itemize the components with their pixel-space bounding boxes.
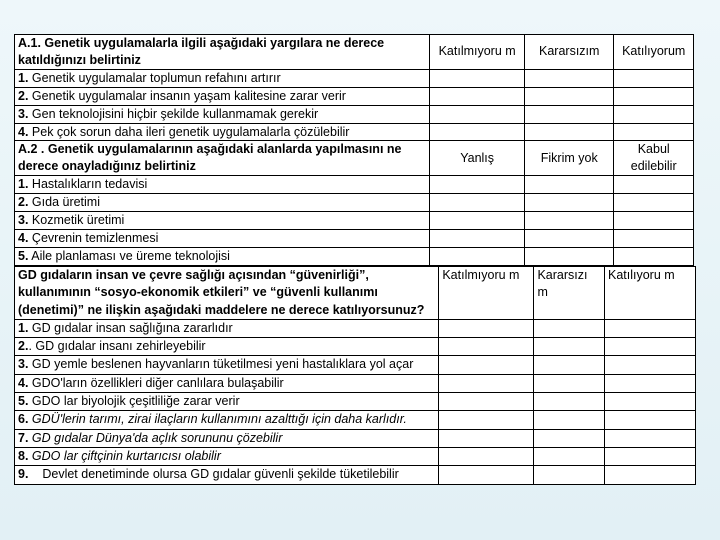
item-num: 2. xyxy=(18,339,29,354)
section1-title: A.1. Genetik uygulamalarla ilgili aşağıdaki yargılara ne derece katıldığınızı belirtiniz xyxy=(18,36,385,67)
item-label: GDO lar biyolojik çeşitliliğe zarar verir xyxy=(31,394,240,409)
answer-cell[interactable] xyxy=(430,229,525,247)
answer-cell[interactable] xyxy=(525,247,614,265)
item-label: GD gıdalar insan sağlığına zararlıdır xyxy=(31,320,233,335)
item-label: Çevrenin temizlenmesi xyxy=(31,230,159,245)
header-acceptable xyxy=(614,141,694,176)
table-row xyxy=(15,194,694,212)
answer-cell[interactable] xyxy=(439,429,534,447)
answer-cell[interactable] xyxy=(439,319,534,337)
answer-cell[interactable] xyxy=(604,319,695,337)
answer-cell[interactable] xyxy=(614,87,694,105)
answer-cell[interactable] xyxy=(430,123,525,141)
table-row xyxy=(15,212,694,230)
answer-cell[interactable] xyxy=(525,105,614,123)
answer-cell[interactable] xyxy=(534,429,605,447)
item-label: Genetik uygulamalar insanın yaşam kalitesine zarar verir xyxy=(31,88,346,103)
answer-cell[interactable] xyxy=(525,212,614,230)
item-text xyxy=(15,466,439,484)
item-num: 1. xyxy=(18,320,29,335)
answer-cell[interactable] xyxy=(614,229,694,247)
item-num: 8. xyxy=(18,448,29,463)
answer-cell[interactable] xyxy=(439,374,534,392)
item-text xyxy=(15,393,439,411)
header-disagree-label: Katılmıyoru m xyxy=(438,44,516,59)
answer-cell[interactable] xyxy=(614,123,694,141)
answer-cell[interactable] xyxy=(604,393,695,411)
answer-cell[interactable] xyxy=(604,466,695,484)
section2-title: A.2 . Genetik uygulamalarının aşağıdaki alanlarda yapılmasını ne derece onayladığınız belirtiniz xyxy=(18,142,402,174)
section1-title-cell xyxy=(15,35,430,70)
item-label: GDO'ların özellikleri diğer canlılara bulaşabilir xyxy=(31,375,284,390)
item-text xyxy=(15,194,430,212)
survey-table-gmo xyxy=(14,266,696,485)
item-text xyxy=(15,123,430,141)
table-row xyxy=(15,123,694,141)
item-text xyxy=(15,247,430,265)
header-agree xyxy=(604,267,695,320)
header-disagree xyxy=(439,267,534,320)
header-undecided-label: Kararsızım xyxy=(539,44,600,59)
header-no-opinion-label: Fikrim yok xyxy=(540,150,598,165)
item-label: . GD gıdalar insanı zehirleyebilir xyxy=(28,339,206,354)
header-agree-label: Katılıyorum xyxy=(622,44,686,59)
table-row xyxy=(15,247,694,265)
item-text xyxy=(15,319,439,337)
item-label: Kozmetik üretimi xyxy=(31,213,125,228)
answer-cell[interactable] xyxy=(525,176,614,194)
table-row xyxy=(15,87,694,105)
table-row xyxy=(15,338,696,356)
item-text xyxy=(15,212,430,230)
answer-cell[interactable] xyxy=(614,194,694,212)
answer-cell[interactable] xyxy=(430,87,525,105)
header-agree xyxy=(614,35,694,70)
table-row xyxy=(15,105,694,123)
section2-title-cell xyxy=(15,141,430,176)
answer-cell[interactable] xyxy=(604,447,695,465)
item-num: 6. xyxy=(18,412,29,427)
item-text xyxy=(15,429,439,447)
item-num: 4. xyxy=(18,230,29,245)
gmo-title: GD gıdaların insan ve çevre sağlığı açısından “güvenirliği”, kullanımının “sosyo-ekonomik etkileri” ve “güvenli kullanımı (denetimi)” ne ilişkin aşağıdaki maddelere ne derece katılıyorsunuz? xyxy=(18,268,425,317)
item-text xyxy=(15,356,439,374)
item-num: 2. xyxy=(18,88,29,103)
item-label: Aile planlaması ve üreme teknolojisi xyxy=(31,248,230,263)
answer-cell[interactable] xyxy=(525,194,614,212)
header-wrong-label: Yanlış xyxy=(460,150,495,165)
item-text xyxy=(15,447,439,465)
item-num: 3. xyxy=(18,213,29,228)
answer-cell[interactable] xyxy=(614,247,694,265)
answer-cell[interactable] xyxy=(525,229,614,247)
answer-cell[interactable] xyxy=(525,69,614,87)
table-row xyxy=(15,69,694,87)
item-label: Devlet denetiminde olursa GD gıdalar güvenli şekilde tüketilebilir xyxy=(42,467,399,482)
item-num: 5. xyxy=(18,394,29,409)
answer-cell[interactable] xyxy=(614,176,694,194)
answer-cell[interactable] xyxy=(604,411,695,429)
item-label: GDÜ'lerin tarımı, zirai ilaçların kullanımını azalttığı için daha karlıdır. xyxy=(31,412,407,427)
item-text xyxy=(15,87,430,105)
answer-cell[interactable] xyxy=(430,69,525,87)
item-text xyxy=(15,176,430,194)
item-label: Pek çok sorun daha ileri genetik uygulamalarla çözülebilir xyxy=(31,124,350,139)
table-row xyxy=(15,466,696,484)
item-label: GD yemle beslenen hayvanların tüketilmesi yeni hastalıklara yol açar xyxy=(31,357,414,372)
answer-cell[interactable] xyxy=(439,356,534,374)
table-row xyxy=(15,356,696,374)
header-acceptable-label: Kabul edilebilir xyxy=(630,142,677,174)
item-num: 3. xyxy=(18,357,29,372)
answer-cell[interactable] xyxy=(534,374,605,392)
answer-cell[interactable] xyxy=(614,69,694,87)
item-label: Hastalıkların tedavisi xyxy=(31,177,148,192)
answer-cell[interactable] xyxy=(614,212,694,230)
item-label: GD gıdalar Dünya'da açlık sorununu çözebilir xyxy=(31,430,283,445)
answer-cell[interactable] xyxy=(430,105,525,123)
answer-cell[interactable] xyxy=(430,194,525,212)
item-num: 1. xyxy=(18,70,29,85)
answer-cell[interactable] xyxy=(525,87,614,105)
answer-cell[interactable] xyxy=(534,338,605,356)
answer-cell[interactable] xyxy=(430,247,525,265)
answer-cell[interactable] xyxy=(604,356,695,374)
table-row xyxy=(15,374,696,392)
item-num: 3. xyxy=(18,106,29,121)
answer-cell[interactable] xyxy=(534,319,605,337)
item-label: Gıda üretimi xyxy=(31,195,101,210)
item-text xyxy=(15,105,430,123)
answer-cell[interactable] xyxy=(430,212,525,230)
item-text xyxy=(15,338,439,356)
table-row xyxy=(15,176,694,194)
header-agree-label: Katılıyoru m xyxy=(607,268,675,282)
item-num: 9. xyxy=(18,467,29,482)
answer-cell[interactable] xyxy=(534,393,605,411)
table-row xyxy=(15,319,696,337)
gmo-title-cell xyxy=(15,267,439,320)
table-row xyxy=(15,393,696,411)
header-undecided xyxy=(534,267,605,320)
table-row xyxy=(15,447,696,465)
header-disagree-label: Katılmıyoru m xyxy=(442,268,520,282)
header-wrong xyxy=(430,141,525,176)
item-num: 2. xyxy=(18,195,29,210)
survey-table-genetic xyxy=(14,34,694,266)
answer-cell[interactable] xyxy=(604,374,695,392)
item-num: 7. xyxy=(18,430,29,445)
answer-cell[interactable] xyxy=(525,123,614,141)
table-row xyxy=(15,411,696,429)
answer-cell[interactable] xyxy=(430,176,525,194)
header-undecided-label: Kararsızı m xyxy=(537,268,588,300)
answer-cell[interactable] xyxy=(439,447,534,465)
item-label: Genetik uygulamalar toplumun refahını artırır xyxy=(31,70,281,85)
answer-cell[interactable] xyxy=(534,411,605,429)
table-row xyxy=(15,429,696,447)
header-disagree xyxy=(430,35,525,70)
item-text xyxy=(15,229,430,247)
header-undecided xyxy=(525,35,614,70)
answer-cell[interactable] xyxy=(439,466,534,484)
table-row xyxy=(15,229,694,247)
answer-cell[interactable] xyxy=(604,429,695,447)
answer-cell[interactable] xyxy=(534,466,605,484)
item-text xyxy=(15,69,430,87)
item-num: 5. xyxy=(18,248,29,263)
answer-cell[interactable] xyxy=(604,338,695,356)
answer-cell[interactable] xyxy=(534,447,605,465)
answer-cell[interactable] xyxy=(439,338,534,356)
item-num: 1. xyxy=(18,177,29,192)
item-label: GDO lar çiftçinin kurtarıcısı olabilir xyxy=(31,448,221,463)
answer-cell[interactable] xyxy=(534,356,605,374)
item-num: 4. xyxy=(18,124,29,139)
answer-cell[interactable] xyxy=(439,411,534,429)
answer-cell[interactable] xyxy=(614,105,694,123)
item-label: Gen teknolojisini hiçbir şekilde kullanmamak gerekir xyxy=(31,106,319,121)
item-text xyxy=(15,374,439,392)
header-no-opinion xyxy=(525,141,614,176)
answer-cell[interactable] xyxy=(439,393,534,411)
item-num: 4. xyxy=(18,375,29,390)
item-text xyxy=(15,411,439,429)
